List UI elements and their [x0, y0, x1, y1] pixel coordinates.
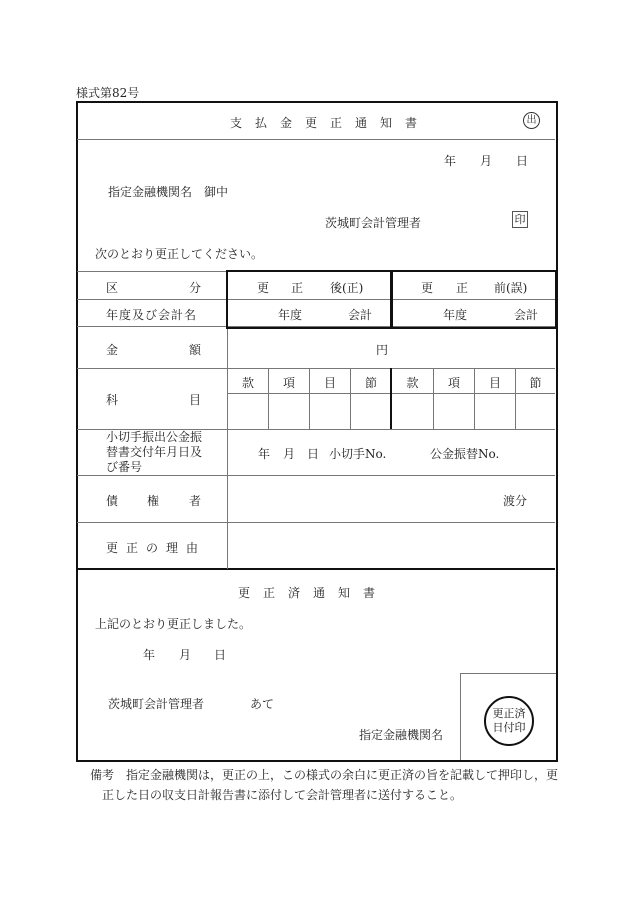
before-header-1: 更 [421, 281, 434, 295]
after-header-3: 後(正) [330, 281, 364, 295]
divider [77, 368, 555, 369]
budget-col-moku-after: 目 [323, 376, 336, 390]
divider [77, 475, 555, 476]
completion-recipient-suffix: あて [250, 697, 275, 711]
header-date-year[interactable]: 年 [444, 154, 457, 168]
amount-unit: 円 [376, 343, 389, 357]
notes-line2: 正した日の収支日計報告書に添付して会計管理者に送付すること。 [102, 788, 463, 802]
divider [77, 522, 555, 523]
category-label-left: 区 [106, 281, 119, 295]
completion-date-month[interactable]: 月 [179, 648, 192, 662]
creditor-label-3: 者 [189, 494, 202, 508]
creditor-suffix: 渡分 [503, 494, 528, 508]
completion-date-day[interactable]: 日 [214, 648, 227, 662]
budget-col-moku-before: 目 [488, 376, 501, 390]
after-header-1: 更 [257, 281, 270, 295]
budget-col-setsu-before: 節 [529, 376, 542, 390]
bank-name-label: 指定金融機関名 [359, 728, 444, 742]
completion-statement: 上記のとおり更正しました。 [95, 617, 252, 631]
budget-col-kou-before: 項 [447, 376, 460, 390]
category-label-right: 分 [189, 281, 202, 295]
amount-label-right: 額 [189, 343, 202, 357]
check-date-year[interactable]: 年 [258, 447, 271, 461]
payment-circle-mark: 出 [523, 112, 540, 129]
header-date-day[interactable]: 日 [516, 154, 529, 168]
creditor-label-1: 債 [106, 494, 119, 508]
completion-title: 更正済通知書 [238, 586, 389, 600]
sender-name: 茨城町会計管理者 [325, 216, 422, 230]
check-number-label: 小切手No. [329, 447, 387, 461]
before-fiscal-year[interactable]: 年度 [443, 308, 468, 322]
before-account[interactable]: 会計 [514, 308, 539, 322]
after-fiscal-year[interactable]: 年度 [278, 308, 303, 322]
reason-label: 更正の理由 [106, 541, 207, 555]
completion-date-year[interactable]: 年 [143, 648, 156, 662]
amount-label-left: 金 [106, 343, 119, 357]
seal-icon: 印 [512, 211, 528, 228]
form-number: 様式第82号 [76, 86, 140, 100]
budget-item-label-left: 科 [106, 393, 119, 407]
date-stamp-icon: 更正済 日付印 [484, 696, 534, 746]
fiscal-year-account-label: 年度及び会計名 [106, 308, 198, 322]
divider [77, 568, 555, 570]
instruction-text: 次のとおり更正してください。 [95, 247, 264, 261]
header-date-month[interactable]: 月 [480, 154, 493, 168]
budget-col-kan-after: 款 [241, 376, 254, 390]
check-date-day[interactable]: 日 [307, 447, 320, 461]
before-header-3: 前(誤) [494, 281, 528, 295]
check-date-month[interactable]: 月 [283, 447, 296, 461]
budget-col-kou-after: 項 [282, 376, 295, 390]
form-title: 支払金更正通知書 [230, 116, 431, 130]
notes-line1: 備考 指定金融機関は，更正の上，この様式の余白に更正済の旨を記載して押印し，更 [90, 768, 559, 782]
amount-field[interactable] [240, 330, 370, 362]
transfer-number-label: 公金振替No. [430, 447, 500, 461]
budget-col-setsu-after: 節 [364, 376, 377, 390]
after-account[interactable]: 会計 [348, 308, 373, 322]
check-issue-label: 小切手振出公金振 替書交付年月日及 び番号 [106, 430, 203, 474]
creditor-label-2: 権 [147, 494, 160, 508]
after-header-2: 正 [291, 281, 304, 295]
addressee: 指定金融機関名 御中 [108, 185, 229, 199]
before-header-2: 正 [456, 281, 469, 295]
completion-recipient: 茨城町会計管理者 [108, 697, 205, 711]
budget-item-label-right: 目 [189, 393, 202, 407]
divider [77, 139, 555, 140]
budget-col-kan-before: 款 [406, 376, 419, 390]
